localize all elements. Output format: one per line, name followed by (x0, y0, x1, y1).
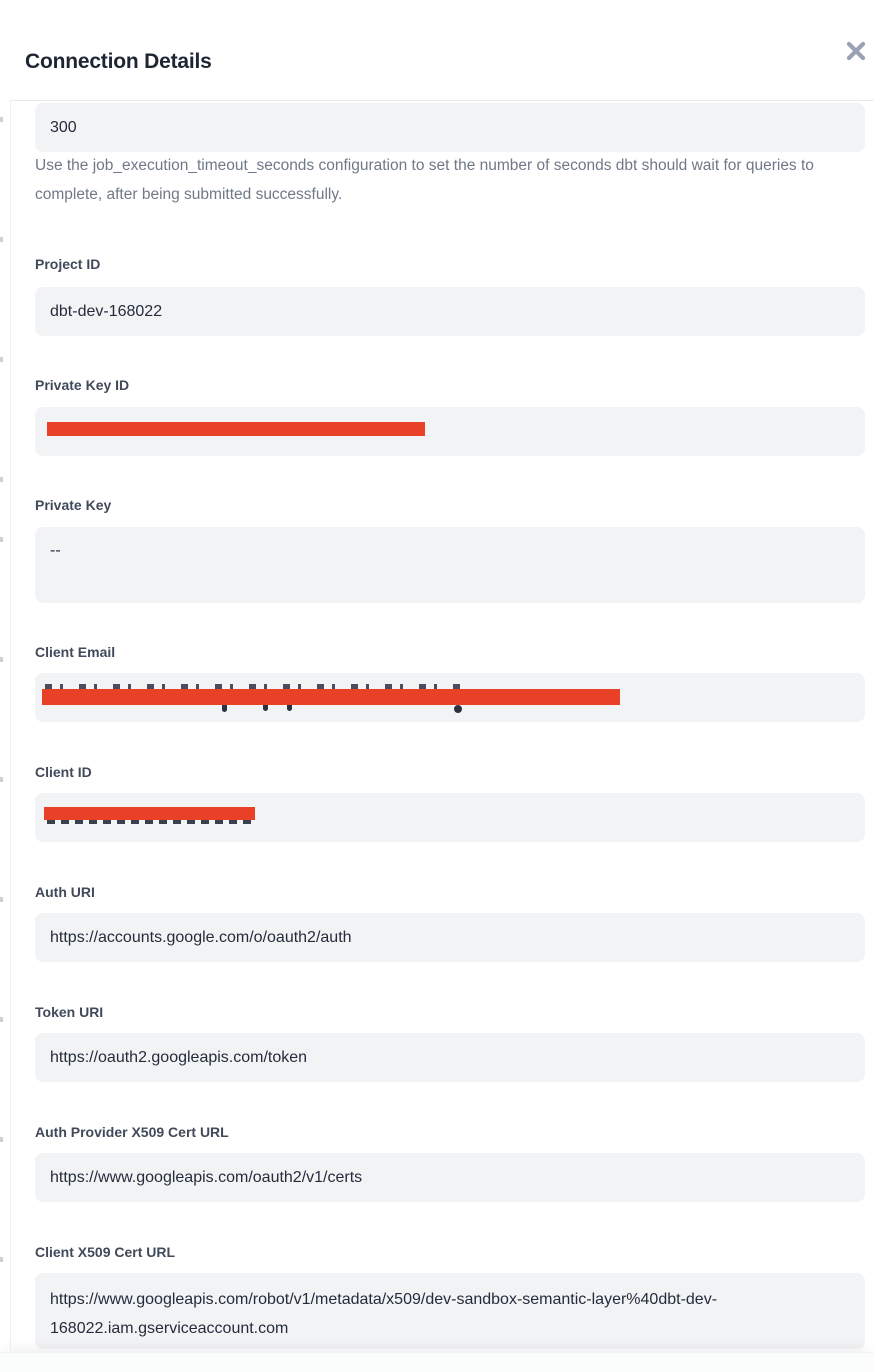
header-divider (10, 100, 874, 101)
timeout-seconds-value: 300 (50, 118, 77, 136)
project-id-input[interactable] (35, 287, 865, 336)
edge-artifact (0, 657, 3, 662)
redacted-text-fragments (222, 705, 227, 712)
project-id-value: dbt-dev-168022 (50, 302, 163, 320)
edge-artifact (0, 777, 3, 782)
edge-artifact (0, 117, 3, 122)
private-key-label: Private Key (35, 497, 112, 513)
edge-artifact (0, 537, 3, 542)
redaction-bar (42, 689, 620, 705)
redaction-bar (44, 807, 255, 820)
auth-uri-value: https://accounts.google.com/o/oauth2/auth (50, 928, 352, 946)
edge-artifact (0, 357, 3, 362)
client-x509-cert-url-label: Client X509 Cert URL (35, 1244, 176, 1260)
private-key-id-label: Private Key ID (35, 377, 130, 393)
client-id-label: Client ID (35, 764, 92, 780)
edge-artifact (0, 1257, 3, 1262)
client-email-input[interactable] (35, 673, 865, 722)
auth-uri-input[interactable] (35, 913, 865, 962)
close-button[interactable] (841, 36, 871, 66)
page-edge-background (0, 101, 11, 1350)
modal-header (0, 0, 874, 100)
project-id-label: Project ID (35, 256, 101, 272)
token-uri-label: Token URI (35, 1004, 104, 1020)
client-id-input[interactable] (35, 793, 865, 842)
private-key-value: -- (50, 542, 61, 559)
auth-uri-label: Auth URI (35, 884, 95, 900)
edge-artifact (0, 237, 3, 242)
auth-provider-x509-cert-url-input[interactable] (35, 1153, 865, 1202)
auth-provider-x509-cert-url-value: https://www.googleapis.com/oauth2/v1/certs (50, 1168, 363, 1186)
redacted-text-fragments (287, 705, 292, 711)
private-key-id-input[interactable] (35, 407, 865, 456)
token-uri-value: https://oauth2.googleapis.com/token (50, 1048, 308, 1066)
token-uri-input[interactable] (35, 1033, 865, 1082)
redacted-text-fragments (47, 820, 252, 824)
private-key-textarea[interactable] (35, 527, 865, 603)
timeout-seconds-input[interactable] (35, 103, 865, 152)
edge-artifact (0, 1137, 3, 1142)
close-icon (845, 40, 867, 62)
client-email-label: Client Email (35, 644, 116, 660)
edge-artifact (0, 477, 3, 482)
edge-artifact (0, 1017, 3, 1022)
client-x509-cert-url-input[interactable] (35, 1273, 865, 1349)
modal-footer (0, 1352, 874, 1372)
redaction-bar (47, 422, 425, 436)
modal-title: Connection Details (25, 50, 212, 74)
timeout-help-text: Use the job_execution_timeout_seconds configuration to set the number of seconds dbt should wait for queries to complete, after being submitted successfully. (35, 157, 814, 203)
redacted-text-fragments (454, 705, 462, 713)
client-x509-cert-url-value: https://www.googleapis.com/robot/v1/metadata/x509/dev-sandbox-semantic-layer%40dbt-dev-168022.iam.gserviceaccount.com (50, 1291, 718, 1337)
redacted-text-fragments (263, 705, 268, 711)
auth-provider-x509-cert-url-label: Auth Provider X509 Cert URL (35, 1124, 229, 1140)
edge-artifact (0, 897, 3, 902)
